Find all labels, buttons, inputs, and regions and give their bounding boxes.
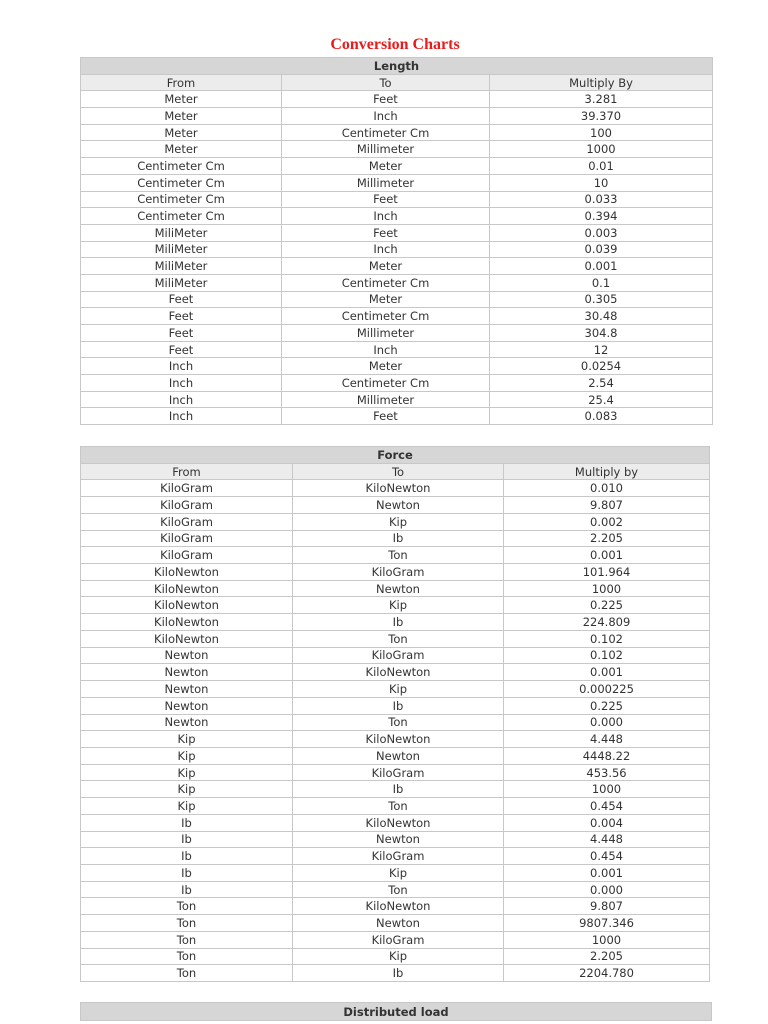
cell-multiplier: 2.205 (504, 948, 710, 965)
cell-to: Ton (293, 547, 504, 564)
cell-from: MiliMeter (81, 258, 282, 275)
cell-from: KiloGram (81, 530, 293, 547)
cell-to: KiloGram (293, 564, 504, 581)
cell-to: Ton (293, 798, 504, 815)
table-row (81, 831, 710, 848)
cell-multiplier: 0.001 (504, 664, 710, 681)
cell-multiplier: 0.000 (504, 714, 710, 731)
cell-to: Inch (282, 241, 490, 258)
table-row (81, 341, 713, 358)
column-header-multiply-by: Multiply By (490, 74, 713, 91)
cell-to: KiloNewton (293, 664, 504, 681)
table-row (81, 497, 710, 514)
cell-from: Meter (81, 124, 282, 141)
cell-multiplier: 0.305 (490, 291, 713, 308)
table-row (81, 141, 713, 158)
cell-from: KiloGram (81, 480, 293, 497)
table-row (81, 124, 713, 141)
cell-from: KiloNewton (81, 580, 293, 597)
table-row (81, 108, 713, 125)
cell-to: KiloNewton (293, 898, 504, 915)
cell-to: Centimeter Cm (282, 375, 490, 392)
cell-multiplier: 4.448 (504, 831, 710, 848)
cell-from: Meter (81, 141, 282, 158)
cell-to: KiloGram (293, 764, 504, 781)
cell-multiplier: 12 (490, 341, 713, 358)
table-row (81, 681, 710, 698)
table-row (81, 931, 710, 948)
cell-to: Newton (293, 831, 504, 848)
cell-from: Feet (81, 308, 282, 325)
cell-multiplier: 100 (490, 124, 713, 141)
cell-from: MiliMeter (81, 274, 282, 291)
cell-to: Meter (282, 258, 490, 275)
cell-multiplier: 0.001 (490, 258, 713, 275)
table-row (81, 597, 710, 614)
table-row (81, 965, 710, 982)
cell-from: Centimeter Cm (81, 191, 282, 208)
table-row (81, 325, 713, 342)
cell-multiplier: 1000 (504, 781, 710, 798)
cell-to: Millimeter (282, 141, 490, 158)
table-row (81, 630, 710, 647)
cell-to: Ib (293, 530, 504, 547)
cell-to: Centimeter Cm (282, 308, 490, 325)
cell-multiplier: 0.000225 (504, 681, 710, 698)
cell-from: KiloNewton (81, 564, 293, 581)
cell-to: Ib (293, 965, 504, 982)
cell-from: Ib (81, 864, 293, 881)
cell-from: KiloNewton (81, 630, 293, 647)
table-row (81, 208, 713, 225)
cell-multiplier: 3.281 (490, 91, 713, 108)
table-row (81, 513, 710, 530)
cell-from: Centimeter Cm (81, 208, 282, 225)
cell-multiplier: 9.807 (504, 497, 710, 514)
cell-to: Ib (293, 614, 504, 631)
cell-from: MiliMeter (81, 224, 282, 241)
cell-multiplier: 0.001 (504, 864, 710, 881)
cell-multiplier: 10 (490, 174, 713, 191)
cell-from: Kip (81, 764, 293, 781)
table-row (81, 158, 713, 175)
table-row (81, 898, 710, 915)
cell-multiplier: 0.000 (504, 881, 710, 898)
table-row (81, 664, 710, 681)
cell-from: Ton (81, 898, 293, 915)
cell-from: Inch (81, 408, 282, 425)
cell-multiplier: 1000 (504, 931, 710, 948)
cell-from: Kip (81, 747, 293, 764)
cell-multiplier: 25.4 (490, 391, 713, 408)
cell-from: Kip (81, 798, 293, 815)
cell-to: Meter (282, 358, 490, 375)
cell-from: Ton (81, 931, 293, 948)
cell-multiplier: 30.48 (490, 308, 713, 325)
cell-to: Feet (282, 91, 490, 108)
cell-multiplier: 224.809 (504, 614, 710, 631)
cell-multiplier: 101.964 (504, 564, 710, 581)
cell-to: Centimeter Cm (282, 274, 490, 291)
cell-to: Newton (293, 497, 504, 514)
cell-to: Millimeter (282, 325, 490, 342)
length-table (80, 57, 713, 425)
cell-from: Centimeter Cm (81, 174, 282, 191)
distributed-load-table-caption: Distributed load (81, 1003, 712, 1021)
cell-from: Centimeter Cm (81, 158, 282, 175)
cell-from: Kip (81, 731, 293, 748)
table-row (81, 881, 710, 898)
column-header-to: To (282, 74, 490, 91)
cell-multiplier: 0.033 (490, 191, 713, 208)
cell-from: Meter (81, 108, 282, 125)
table-row (81, 814, 710, 831)
table-row (81, 308, 713, 325)
page-title: Conversion Charts (330, 36, 460, 53)
cell-from: Inch (81, 375, 282, 392)
table-row (81, 547, 710, 564)
cell-multiplier: 0.1 (490, 274, 713, 291)
table-row (81, 174, 713, 191)
cell-multiplier: 0.225 (504, 597, 710, 614)
cell-to: Inch (282, 208, 490, 225)
cell-from: Inch (81, 358, 282, 375)
table-row (81, 864, 710, 881)
cell-multiplier: 0.454 (504, 848, 710, 865)
cell-from: Meter (81, 91, 282, 108)
table-row (81, 224, 713, 241)
table-row (81, 915, 710, 932)
cell-from: Ib (81, 848, 293, 865)
cell-multiplier: 0.003 (490, 224, 713, 241)
cell-to: Kip (293, 513, 504, 530)
cell-from: Newton (81, 681, 293, 698)
table-row (81, 291, 713, 308)
table-row (81, 948, 710, 965)
table-row (81, 408, 713, 425)
cell-multiplier: 4448.22 (504, 747, 710, 764)
cell-from: Newton (81, 647, 293, 664)
cell-multiplier: 0.004 (504, 814, 710, 831)
table-row (81, 614, 710, 631)
cell-multiplier: 1000 (504, 580, 710, 597)
table-row (81, 274, 713, 291)
distributed-load-table (80, 1002, 712, 1021)
cell-to: Feet (282, 191, 490, 208)
table-row (81, 798, 710, 815)
cell-multiplier: 2204.780 (504, 965, 710, 982)
cell-to: Newton (293, 580, 504, 597)
cell-multiplier: 0.039 (490, 241, 713, 258)
table-row (81, 530, 710, 547)
cell-from: KiloGram (81, 497, 293, 514)
table-row (81, 375, 713, 392)
cell-from: MiliMeter (81, 241, 282, 258)
cell-to: Newton (293, 915, 504, 932)
table-row (81, 480, 710, 497)
table-row (81, 91, 713, 108)
table-row (81, 564, 710, 581)
cell-from: Newton (81, 714, 293, 731)
cell-multiplier: 0.454 (504, 798, 710, 815)
table-row (81, 848, 710, 865)
cell-to: KiloGram (293, 848, 504, 865)
cell-from: Inch (81, 391, 282, 408)
cell-multiplier: 39.370 (490, 108, 713, 125)
cell-to: Meter (282, 158, 490, 175)
force-table-caption: Force (81, 447, 710, 464)
table-row (81, 781, 710, 798)
cell-multiplier: 0.01 (490, 158, 713, 175)
cell-from: Newton (81, 664, 293, 681)
table-row (81, 747, 710, 764)
cell-to: KiloNewton (293, 814, 504, 831)
cell-multiplier: 0.001 (504, 547, 710, 564)
cell-multiplier: 0.002 (504, 513, 710, 530)
cell-to: Newton (293, 747, 504, 764)
column-header-from: From (81, 463, 293, 480)
table-row (81, 358, 713, 375)
cell-multiplier: 0.102 (504, 647, 710, 664)
cell-to: Ton (293, 630, 504, 647)
cell-from: KiloNewton (81, 597, 293, 614)
cell-to: Feet (282, 224, 490, 241)
cell-multiplier: 0.394 (490, 208, 713, 225)
length-table-caption: Length (81, 58, 713, 75)
cell-from: Kip (81, 781, 293, 798)
table-row (81, 764, 710, 781)
cell-to: Feet (282, 408, 490, 425)
cell-from: Feet (81, 291, 282, 308)
cell-to: Meter (282, 291, 490, 308)
cell-multiplier: 9807.346 (504, 915, 710, 932)
table-row (81, 191, 713, 208)
cell-multiplier: 453.56 (504, 764, 710, 781)
cell-multiplier: 4.448 (504, 731, 710, 748)
cell-from: Feet (81, 341, 282, 358)
cell-from: Ton (81, 915, 293, 932)
table-row (81, 241, 713, 258)
cell-to: Inch (282, 341, 490, 358)
cell-from: Ib (81, 831, 293, 848)
cell-from: KiloGram (81, 513, 293, 530)
cell-to: Ib (293, 781, 504, 798)
cell-to: Centimeter Cm (282, 124, 490, 141)
cell-to: Ton (293, 881, 504, 898)
cell-from: Ib (81, 814, 293, 831)
cell-to: Kip (293, 681, 504, 698)
cell-multiplier: 0.083 (490, 408, 713, 425)
cell-from: KiloNewton (81, 614, 293, 631)
cell-to: Ton (293, 714, 504, 731)
cell-multiplier: 304.8 (490, 325, 713, 342)
cell-to: KiloNewton (293, 731, 504, 748)
cell-from: Ib (81, 881, 293, 898)
cell-to: Millimeter (282, 174, 490, 191)
cell-multiplier: 2.54 (490, 375, 713, 392)
table-row (81, 647, 710, 664)
column-header-multiply-by: Multiply by (504, 463, 710, 480)
column-header-from: From (81, 74, 282, 91)
cell-from: KiloGram (81, 547, 293, 564)
cell-multiplier: 9.807 (504, 898, 710, 915)
cell-from: Newton (81, 697, 293, 714)
cell-multiplier: 0.0254 (490, 358, 713, 375)
cell-multiplier: 0.010 (504, 480, 710, 497)
column-header-to: To (293, 463, 504, 480)
cell-multiplier: 0.225 (504, 697, 710, 714)
cell-to: Millimeter (282, 391, 490, 408)
table-row (81, 731, 710, 748)
cell-multiplier: 1000 (490, 141, 713, 158)
table-row (81, 258, 713, 275)
cell-to: KiloGram (293, 647, 504, 664)
table-row (81, 580, 710, 597)
cell-multiplier: 2.205 (504, 530, 710, 547)
cell-to: Inch (282, 108, 490, 125)
cell-from: Feet (81, 325, 282, 342)
cell-to: Kip (293, 597, 504, 614)
cell-multiplier: 0.102 (504, 630, 710, 647)
cell-to: Ib (293, 697, 504, 714)
table-row (81, 714, 710, 731)
cell-to: KiloNewton (293, 480, 504, 497)
cell-to: Kip (293, 864, 504, 881)
cell-from: Ton (81, 948, 293, 965)
table-row (81, 697, 710, 714)
cell-to: Kip (293, 948, 504, 965)
table-row (81, 391, 713, 408)
cell-from: Ton (81, 965, 293, 982)
cell-to: KiloGram (293, 931, 504, 948)
force-table (80, 446, 710, 982)
